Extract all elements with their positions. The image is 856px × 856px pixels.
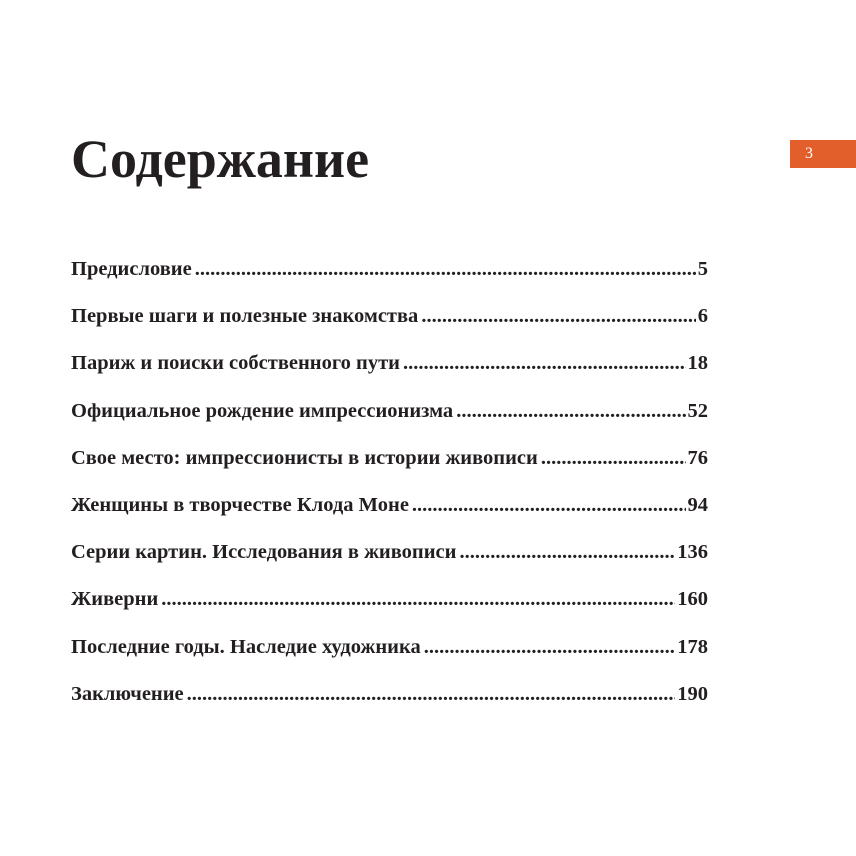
toc-dot-leader [541,444,686,472]
toc-entry-title: Париж и поиски собственного пути [71,352,400,375]
toc-dot-leader [195,255,696,283]
toc-dot-leader [459,538,675,566]
toc-entry-page: 18 [687,352,708,375]
toc-entry-page: 160 [677,588,708,611]
toc-entry-title: Официальное рождение импрессионизма [71,399,454,422]
toc-entry-title: Заключение [71,682,184,705]
toc-dot-leader [403,349,686,377]
toc-entry[interactable] [71,444,708,491]
toc-entry[interactable] [71,680,708,727]
page-number-tab: 3 [790,140,856,168]
page-title: Содержание [71,129,370,189]
toc-entry-page: 190 [677,682,708,705]
toc-dot-leader [412,491,686,519]
toc-entry[interactable] [71,349,708,396]
toc-dot-leader [421,302,695,330]
toc-entry[interactable] [71,538,708,585]
toc-entry-title: Последние годы. Наследие художника [71,635,421,658]
toc-entry-page: 94 [687,493,708,516]
toc-dot-leader [161,585,675,613]
toc-dot-leader [187,680,676,708]
table-of-contents [71,255,708,727]
toc-entry-title: Свое место: импрессионисты в истории живописи [71,446,538,469]
toc-entry-page: 178 [677,635,708,658]
toc-entry-title: Предисловие [71,258,192,280]
toc-entry[interactable] [71,585,708,632]
toc-dot-leader [456,397,685,425]
toc-entry-title: Живерни [71,588,159,611]
toc-entry-page: 52 [687,399,708,422]
toc-dot-leader [424,633,676,661]
toc-entry[interactable] [71,633,708,680]
toc-entry[interactable] [71,397,708,444]
toc-entry-title: Женщины в творчестве Клода Моне [71,493,409,516]
toc-entry-page: 136 [677,541,708,564]
toc-entry-title: Серии картин. Исследования в живописи [71,541,457,564]
toc-entry[interactable] [71,491,708,538]
toc-entry-page: 6 [697,305,708,328]
toc-entry[interactable] [71,302,708,349]
toc-entry-page: 76 [687,446,708,469]
toc-entry-page: 5 [697,258,708,280]
toc-entry[interactable] [71,255,708,302]
toc-entry-title: Первые шаги и полезные знакомства [71,305,419,328]
